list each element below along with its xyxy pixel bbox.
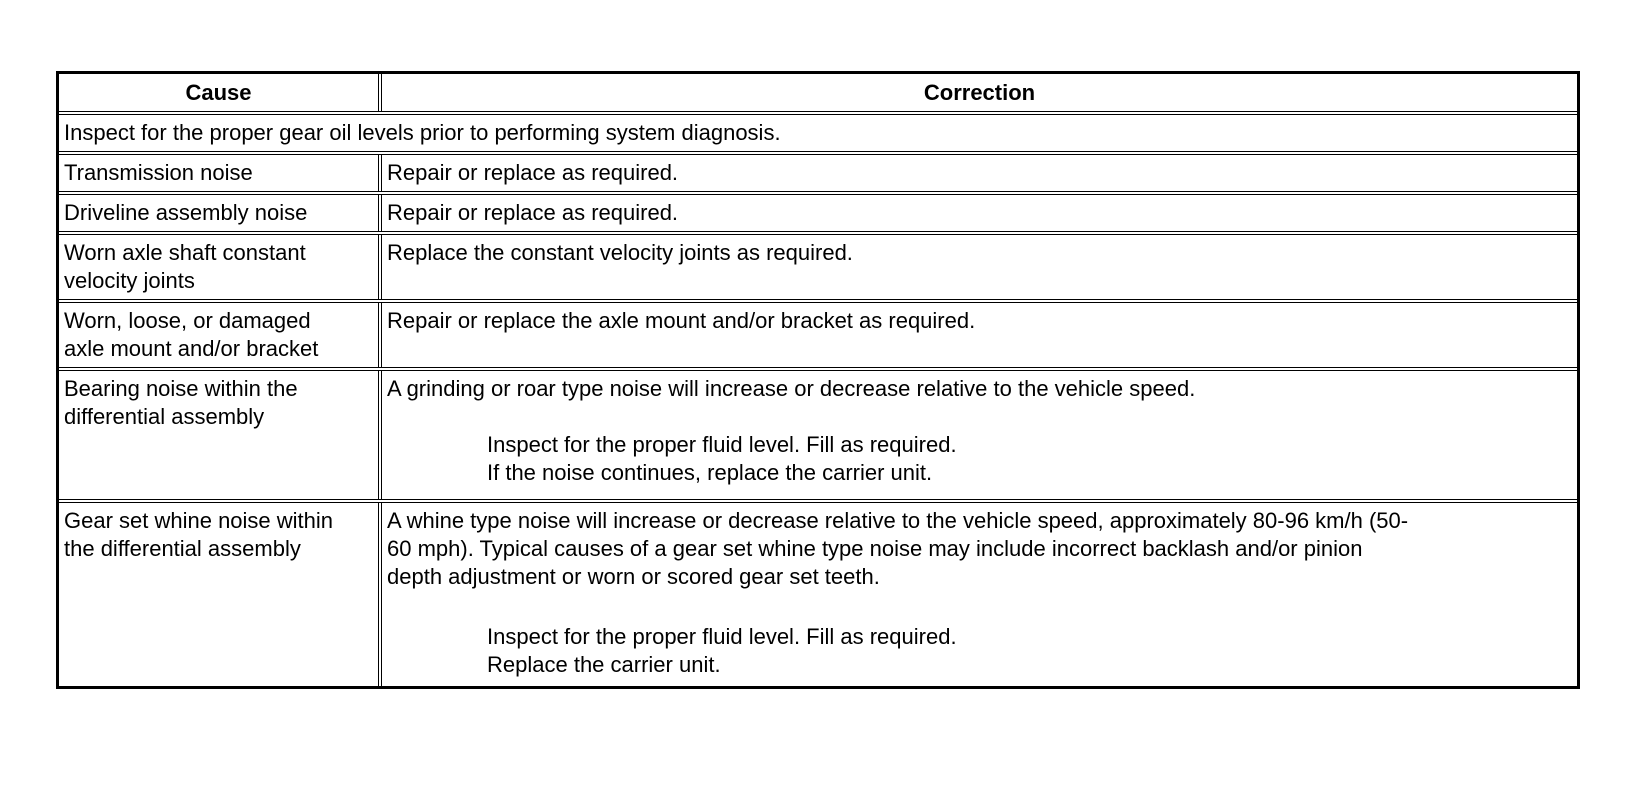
header-cause: Cause: [59, 74, 382, 111]
cause-line: velocity joints: [64, 268, 195, 293]
correction-text: A grinding or roar type noise will increase or decrease relative to the vehicle speed.: [387, 376, 1196, 401]
correction-cell: Repair or replace the axle mount and/or bracket as required.: [387, 308, 976, 333]
cause-line: Gear set whine noise within: [64, 508, 334, 533]
correction-step: If the noise continues, replace the carrier unit.: [487, 460, 933, 485]
cause-cell: [59, 235, 382, 299]
cause-cell: [59, 303, 382, 367]
cause-cell: Driveline assembly noise: [59, 195, 382, 231]
correction-cell: Replace the constant velocity joints as required.: [387, 240, 853, 265]
header-correction: Correction: [923, 80, 1036, 105]
correction-cell: [382, 503, 1577, 686]
cause-line: axle mount and/or bracket: [64, 336, 319, 361]
spacer: [387, 591, 1572, 623]
table-row: [59, 151, 1577, 191]
cause-cell: [59, 371, 382, 499]
table-row: [59, 191, 1577, 231]
cause-line: Worn axle shaft constant: [64, 240, 306, 265]
correction-text: 60 mph). Typical causes of a gear set whine type noise may include incorrect backlash and/or pinion: [387, 536, 1363, 561]
table-row: [59, 367, 1577, 499]
cause-line: the differential assembly: [64, 536, 301, 561]
table-row: [59, 499, 1577, 686]
table-row: [59, 299, 1577, 367]
correction-cell: [382, 371, 1577, 499]
correction-step: Replace the carrier unit.: [487, 652, 721, 677]
correction-step: Inspect for the proper fluid level. Fill as required.: [487, 624, 957, 649]
table-note-row: [59, 111, 1577, 151]
correction-text: depth adjustment or worn or scored gear set teeth.: [387, 564, 880, 589]
table-note: Inspect for the proper gear oil levels prior to performing system diagnosis.: [64, 120, 781, 145]
table-row: [59, 231, 1577, 299]
correction-step: Inspect for the proper fluid level. Fill as required.: [487, 432, 957, 457]
cause-line: Bearing noise within the: [64, 376, 298, 401]
cause-line: Worn, loose, or damaged: [64, 308, 311, 333]
correction-cell: Repair or replace as required.: [387, 160, 679, 185]
diagnosis-table: [56, 71, 1580, 689]
cause-cell: Transmission noise: [59, 155, 382, 191]
cause-cell: [59, 503, 382, 686]
correction-cell: Repair or replace as required.: [387, 200, 679, 225]
table-header-row: [59, 74, 1577, 111]
correction-text: A whine type noise will increase or decrease relative to the vehicle speed, approximately 80-96 km/h (50-: [387, 508, 1409, 533]
spacer: [387, 403, 1572, 431]
cause-line: differential assembly: [64, 404, 265, 429]
